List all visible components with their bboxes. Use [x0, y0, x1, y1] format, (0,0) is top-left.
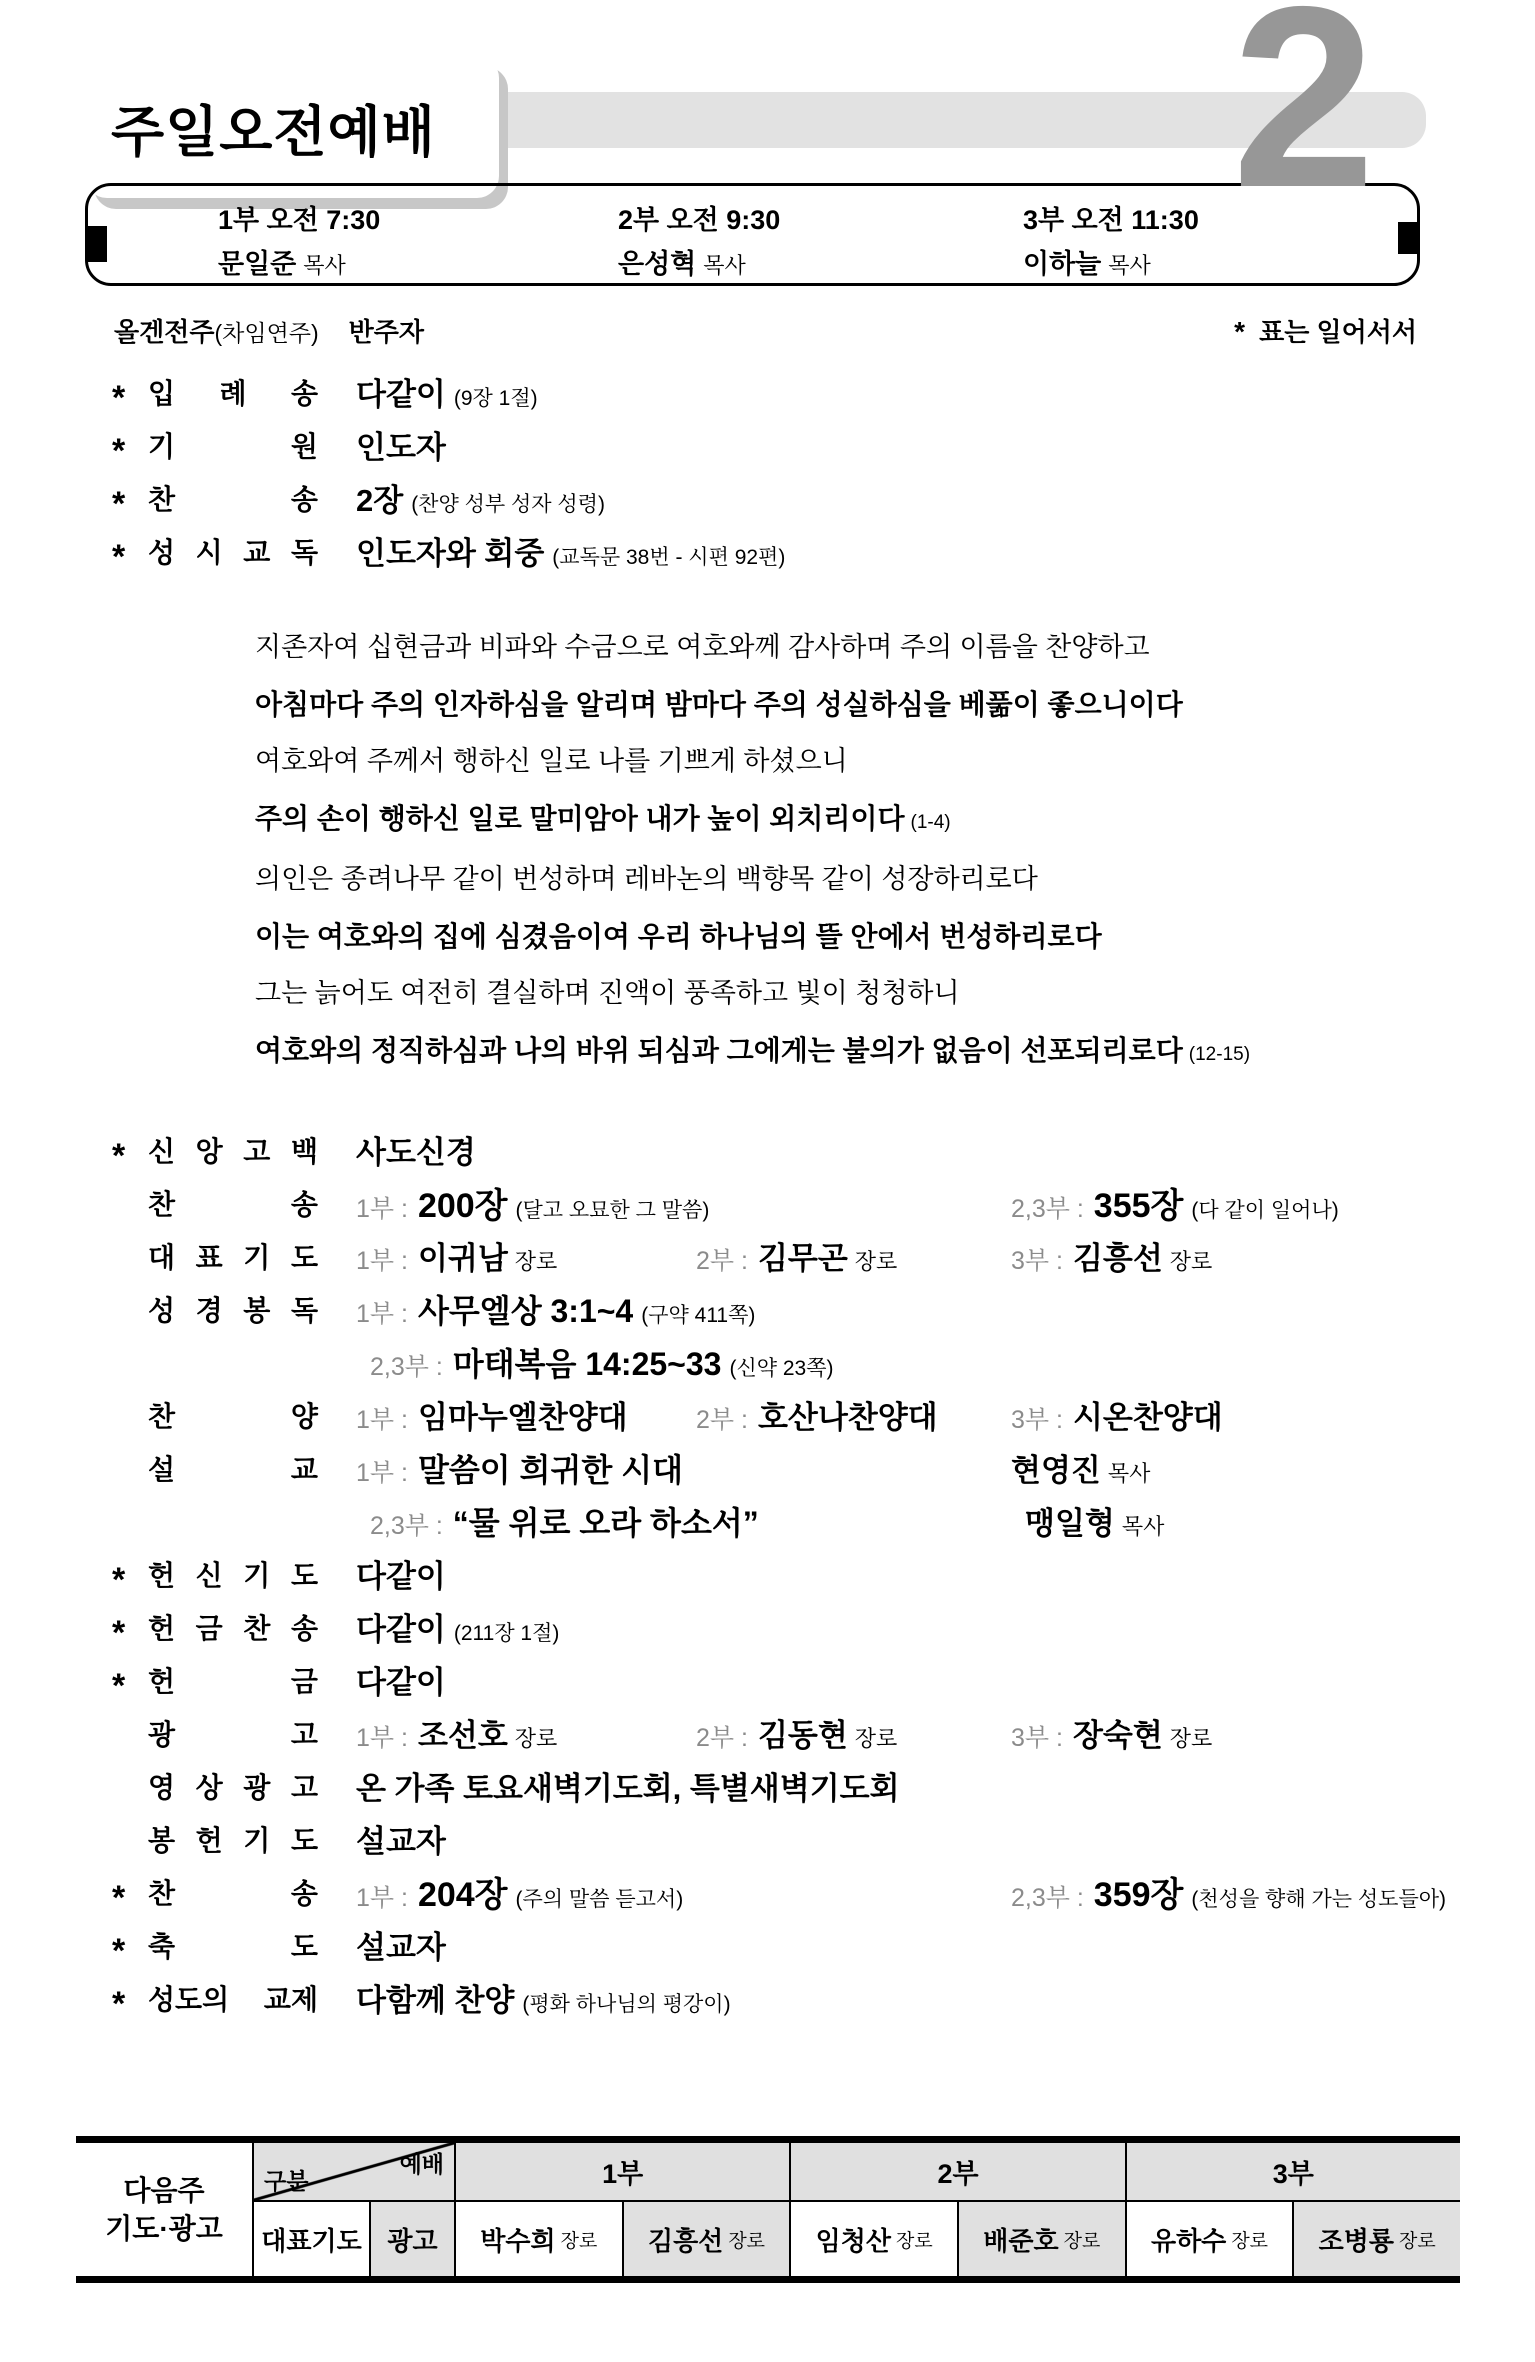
service-2-role: 목사: [703, 253, 746, 278]
elder-title: 장로: [854, 1249, 898, 1274]
order-label: 봉 헌 기 도: [148, 1824, 318, 1856]
order-note: (교독문 38번 - 시편 92편): [552, 546, 786, 569]
order-value: 인도자와 회중: [356, 536, 545, 571]
part-prefix: 1부 :: [356, 1195, 408, 1223]
service-2-time: 2부 오전 9:30: [618, 205, 781, 235]
service-2-pastor: 은성혁: [618, 249, 697, 279]
order-label: 찬 양: [148, 1400, 318, 1432]
psalm-line: 여호와여 주께서 행하신 일로 나를 기쁘게 하셨으니: [255, 746, 848, 776]
order-row-offertory-prayer: [0, 1812, 1535, 1865]
stand-star-icon: *: [112, 1879, 126, 1917]
elder-name: 이귀남: [417, 1241, 508, 1276]
prelude-instrument: 올겐전주: [114, 317, 215, 347]
order-row-sermon: 설 교 1부 : 말씀이 희귀한 시대 현영진 목사 2,3부 : “물 위로 오라 하소서” 맹일형 목사: [0, 1441, 1535, 1547]
psalm-line: 이는 여호와의 집에 심겼음이여 우리 하나님의 뜰 안에서 번성하리로다: [255, 921, 1102, 952]
hymn-title: (천성을 향해 가는 성도들아): [1191, 1888, 1447, 1911]
service-2: [618, 198, 1023, 283]
order-row-fellowship: [0, 1971, 1535, 2024]
order-note: (211장 1절): [453, 1622, 560, 1645]
table-cell: 배준호 장로: [957, 2200, 1125, 2276]
next-week-label: 다음주 기도·광고: [76, 2143, 254, 2276]
table-cell: 임청산 장로: [789, 2200, 957, 2276]
order-label: 대 표 기 도: [148, 1241, 318, 1273]
sermon-title: “물 위로 오라 하소서”: [452, 1504, 759, 1541]
prelude-line: [114, 312, 1417, 349]
stand-star-icon: *: [112, 432, 126, 470]
table-cell: 조병룡 장로: [1292, 2200, 1460, 2276]
preacher-name: 맹일형: [1025, 1505, 1115, 1541]
stand-star-icon: *: [112, 1137, 126, 1175]
elder-title: 장로: [854, 1726, 898, 1751]
stand-legend: [1234, 312, 1417, 349]
order-row-responsive-reading: [0, 524, 1535, 577]
title-box: [85, 56, 499, 198]
psalm-line: 여호와의 정직하심과 나의 바위 되심과 그에게는 불의가 없음이 선포되리로다 (12-15): [255, 1035, 1251, 1066]
elder-name: 김흥선: [1072, 1241, 1163, 1276]
table-row-label-announce: 광고: [369, 2200, 454, 2276]
next-week-table: [76, 2136, 1460, 2283]
stand-star-icon: *: [112, 1561, 126, 1599]
order-row-dedication-prayer: [0, 1547, 1535, 1600]
hymn-title: (달고 오묘한 그 말씀): [515, 1199, 710, 1222]
order-row-rep-prayer: 대 표 기 도 1부 : 이귀남 장로 2부 : 김무곤 장로 3부 : 김흥선 장로: [0, 1229, 1535, 1282]
sermon-title: 말씀이 희귀한 시대: [417, 1451, 684, 1488]
order-of-worship: [0, 365, 1535, 577]
order-label: 신 앙 고 백: [148, 1135, 318, 1167]
corner-category: 구분: [264, 2168, 309, 2194]
order-label: 헌 신 기 도: [148, 1559, 318, 1591]
prelude-left: [114, 312, 424, 349]
stand-star-icon: *: [112, 1667, 126, 1705]
table-header-part1: 1부: [454, 2143, 789, 2200]
order-label: 성 시 교 독: [148, 536, 318, 568]
order-row-hymn-200: [0, 1176, 1535, 1229]
order-label: 찬 송: [148, 483, 318, 515]
order-note: (평화 하나님의 평강이): [522, 1993, 731, 2016]
elder-name: 김동현: [757, 1718, 848, 1753]
order-row-hymn-204: * 찬 송 1부 : 204장 (주의 말씀 듣고서) 2,3부 : 359장 (천성을 향해 가는 성도들아): [0, 1865, 1535, 1918]
order-label: 기 원: [148, 430, 318, 462]
service-3-pastor: 이하늘: [1023, 249, 1102, 279]
elder-name: 김무곤: [757, 1241, 848, 1276]
elder-title: 장로: [1169, 1249, 1213, 1274]
service-1-pastor: 문일준: [218, 249, 297, 279]
left-corner-mark: [86, 226, 107, 262]
order-row-creed: [0, 1123, 1535, 1176]
order-label: 헌 금: [148, 1665, 318, 1697]
bulletin-header: [0, 0, 1535, 292]
order-row-choir: 찬 양 1부 : 임마누엘찬양대 2부 : 호산나찬양대 3부 : 시온찬양대: [0, 1388, 1535, 1441]
psalm-line: 아침마다 주의 인자하심을 알리며 밤마다 주의 성실하심을 베풂이 좋으니이다: [255, 689, 1183, 720]
verse-ref: (12-15): [1188, 1044, 1251, 1065]
preacher-title: 목사: [1121, 1513, 1165, 1539]
order-label: 찬 송: [148, 1188, 318, 1220]
elder-title: 장로: [514, 1249, 558, 1274]
stand-legend-text: 표는 일어서서: [1259, 317, 1417, 347]
psalm-line: 지존자여 십현금과 비파와 수금으로 여호와께 감사하며 주의 이름을 찬양하고: [255, 632, 1150, 662]
order-value: 설교자: [356, 1930, 446, 1965]
service-times-box: [85, 183, 1420, 286]
scripture-page: (구약 411쪽): [641, 1303, 756, 1327]
order-label: 헌 금 찬 송: [148, 1612, 318, 1644]
psalm-line: 의인은 종려나무 같이 번성하며 레바논의 백향목 같이 성장하리로다: [255, 864, 1038, 894]
order-row-scripture: 성 경 봉 독 1부 : 사무엘상 3:1~4 (구약 411쪽) 2,3부 : 마태복음 14:25~33 (신약 23쪽): [0, 1282, 1535, 1388]
page-title: 주일오전예배: [111, 100, 436, 163]
order-value: 2장: [356, 483, 404, 518]
order-label: 찬 송: [148, 1877, 318, 1909]
elder-title: 장로: [1169, 1726, 1213, 1751]
preacher-name: 현영진: [1011, 1452, 1101, 1488]
order-value: 온 가족 토요새벽기도회, 특별새벽기도회: [356, 1771, 900, 1806]
order-row-benediction: [0, 1918, 1535, 1971]
order-label: 성도의 교제: [148, 1983, 318, 2015]
order-row-announcements: 광 고 1부 : 조선호 장로 2부 : 김동현 장로 3부 : 장숙현 장로: [0, 1706, 1535, 1759]
preacher-title: 목사: [1107, 1460, 1151, 1486]
order-row-iprye: [0, 365, 1535, 418]
order-label: 설 교: [148, 1453, 318, 1485]
part-prefix: 2,3부 :: [1011, 1195, 1084, 1223]
table-corner-cell: [254, 2143, 454, 2200]
order-value: 사도신경: [356, 1135, 476, 1170]
order-row-video-announcement: [0, 1759, 1535, 1812]
service-1-role: 목사: [303, 253, 346, 278]
service-1-time: 1부 오전 7:30: [218, 205, 381, 235]
scripture-ref: 사무엘상 3:1~4: [417, 1292, 634, 1329]
order-value: 다같이: [356, 1559, 446, 1594]
scripture-page: (신약 23쪽): [729, 1356, 834, 1380]
order-row-chansong1: [0, 471, 1535, 524]
hymn-title: (주의 말씀 듣고서): [515, 1888, 684, 1911]
table-cell: 박수희 장로: [454, 2200, 622, 2276]
corner-worship: 예배: [399, 2151, 444, 2177]
table-header-part2: 2부: [789, 2143, 1124, 2200]
stand-star-icon: *: [112, 379, 126, 417]
responsive-reading-text: [255, 619, 1535, 1083]
order-label: 성 경 봉 독: [148, 1294, 318, 1326]
order-value: 다함께 찬양: [356, 1983, 515, 2018]
order-value: 다같이: [356, 1665, 446, 1700]
elder-name: 조선호: [417, 1718, 508, 1753]
table-header-part3: 3부: [1125, 2143, 1460, 2200]
order-label: 축 도: [148, 1930, 318, 1962]
stand-star-icon: *: [112, 538, 126, 576]
order-label: 입 례 송: [148, 377, 318, 409]
order-label: 광 고: [148, 1718, 318, 1750]
order-value: 다같이: [356, 377, 446, 412]
elder-title: 장로: [514, 1726, 558, 1751]
service-3-role: 목사: [1108, 253, 1151, 278]
prelude-accompanist: 반주자: [348, 317, 425, 347]
order-row-giwon: [0, 418, 1535, 471]
right-corner-mark: [1398, 222, 1419, 254]
stand-star-icon: *: [112, 1985, 126, 2023]
scripture-ref: 마태복음 14:25~33: [452, 1345, 722, 1382]
stand-star-icon: *: [112, 485, 126, 523]
elder-name: 장숙현: [1072, 1718, 1163, 1753]
order-note: (9장 1절): [453, 387, 538, 410]
choir-name: 호산나찬양대: [757, 1400, 938, 1435]
order-row-offering-hymn: [0, 1600, 1535, 1653]
order-of-worship-2: [0, 1123, 1535, 2024]
stand-star-icon: *: [112, 1932, 126, 1970]
choir-name: 임마누엘찬양대: [417, 1400, 628, 1435]
order-value: 다같이: [356, 1612, 446, 1647]
stand-star-icon: *: [1234, 316, 1246, 347]
hymn-number: 355장: [1093, 1187, 1184, 1225]
order-value: 인도자: [356, 430, 446, 465]
choir-name: 시온찬양대: [1072, 1400, 1223, 1435]
table-cell: 김흥선 장로: [622, 2200, 790, 2276]
hymn-title: (다 같이 일어나): [1191, 1199, 1339, 1222]
order-value: 설교자: [356, 1824, 446, 1859]
verse-ref: (1-4): [910, 812, 951, 833]
order-note: (찬양 성부 성자 성령): [411, 493, 605, 516]
psalm-line: 그는 늙어도 여전히 결실하며 진액이 풍족하고 빛이 청청하니: [255, 978, 960, 1008]
order-label: 영 상 광 고: [148, 1771, 318, 1803]
stand-star-icon: *: [112, 1614, 126, 1652]
table-row-label-prayer: 대표기도: [254, 2200, 369, 2276]
hymn-number: 359장: [1093, 1876, 1184, 1914]
hymn-number: 200장: [417, 1187, 508, 1225]
page-number: 2: [1232, 0, 1376, 241]
hymn-number: 204장: [417, 1876, 508, 1914]
service-3-time: 3부 오전 11:30: [1023, 205, 1199, 235]
table-cell: 유하수 장로: [1125, 2200, 1293, 2276]
service-1: [218, 198, 618, 283]
psalm-line: 주의 손이 행하신 일로 말미암아 내가 높이 외치리이다 (1-4): [255, 803, 951, 834]
order-row-offering: [0, 1653, 1535, 1706]
prelude-instrument-note: (차임연주): [214, 320, 319, 346]
